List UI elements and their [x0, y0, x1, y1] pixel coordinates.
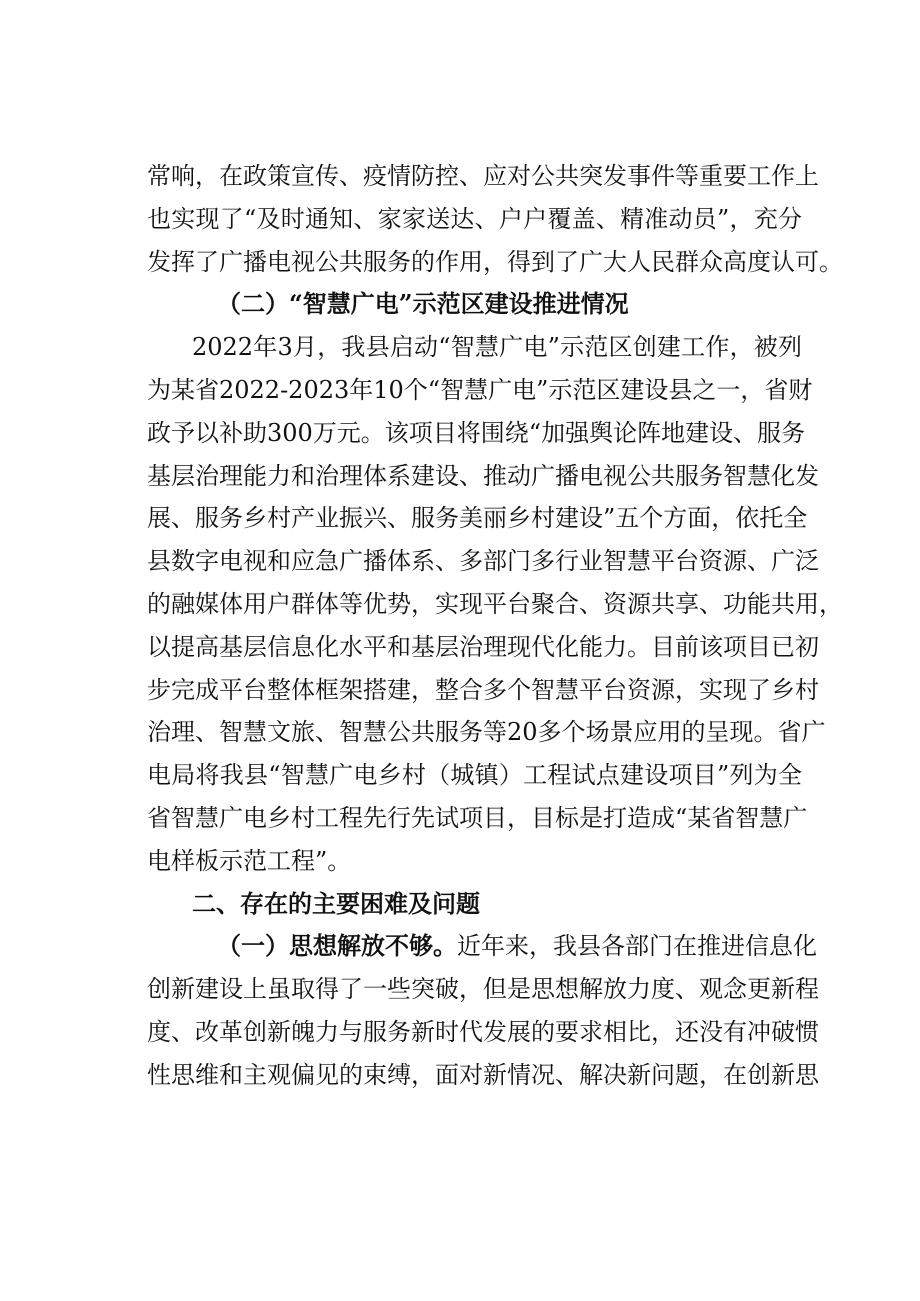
paragraph-line: 基层治理能力和治理体系建设、推动广播电视公共服务智慧化发: [147, 461, 819, 490]
section-heading: （二）“智慧广电”示范区建设推进情况: [217, 289, 629, 319]
paragraph-line: 以提高基层信息化水平和基层治理现代化能力。目前该项目已初: [147, 632, 819, 661]
paragraph-line: 的融媒体用户群体等优势，实现平台聚合、资源共享、功能共用，: [147, 589, 843, 618]
paragraph-line: 电样板示范工程”。: [147, 846, 352, 875]
paragraph-line: 度、改革创新魄力与服务新时代发展的要求相比，还没有冲破惯: [147, 1017, 819, 1046]
paragraph-line: 政予以补助300万元。该项目将围绕“加强舆论阵地建设、服务: [147, 418, 806, 447]
paragraph-line: 常响，在政策宣传、疫情防控、应对公共突发事件等重要工作上: [147, 162, 819, 190]
paragraph-line: 县数字电视和应急广播体系、多部门多行业智慧平台资源、广泛: [147, 547, 819, 576]
paragraph-line: 步完成平台整体框架搭建，整合多个智慧平台资源，实现了乡村: [147, 675, 819, 704]
document-page: [147, 155, 843, 1097]
paragraph-line: 2022年3月，我县启动“智慧广电”示范区创建工作，被列: [192, 333, 802, 362]
chapter-heading: 二、存在的主要困难及问题: [192, 889, 480, 918]
paragraph-line: 性思维和主观偏见的束缚，面对新情况、解决新问题，在创新思: [147, 1060, 819, 1089]
paragraph-line: 治理、智慧文旅、智慧公共服务等20多个场景应用的呈现。省广: [147, 718, 826, 747]
paragraph-line: 为某省2022-2023年10个“智慧广电”示范区建设县之一，省财: [147, 375, 813, 404]
paragraph-line: 省智慧广电乡村工程先行先试项目，目标是打造成“某省智慧广: [147, 803, 808, 832]
paragraph-line: 发挥了广播电视公共服务的作用，得到了广大人民群众高度认可。: [147, 247, 843, 276]
issue-first-line: [147, 925, 817, 968]
issue-label: （一）思想解放不够。: [217, 931, 457, 961]
paragraph-line: 展、服务乡村产业振兴、服务美丽乡村建设”五个方面，依托全: [147, 504, 808, 533]
issue-first-text: 近年来，我县各部门在推进信息化: [457, 932, 817, 961]
paragraph-line: 创新建设上虽取得了一些突破，但是思想解放力度、观念更新程: [147, 975, 819, 1004]
paragraph-line: 也实现了“及时通知、家家送达、户户覆盖、精准动员”，充分: [147, 204, 802, 233]
paragraph-line: 电局将我县“智慧广电乡村（城镇）工程试点建设项目”列为全: [147, 761, 802, 790]
